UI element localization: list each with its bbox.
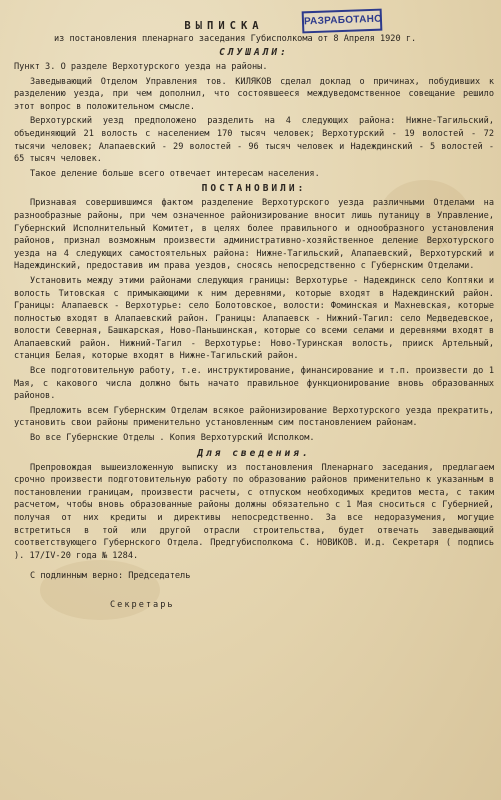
heard-paragraph: Пункт 3. О разделе Верхотурского уезда на районы. [14,62,268,72]
section-heard-title: СЛУШАЛИ: [219,47,289,58]
resolved-paragraph: Все подготовительную работу, т.е. инструктирование, финансирование и т.п. произвести до 1 Мая, с какового числа должно быть начато правильное функционирование вновь образованных районов. [14,366,494,402]
document-title: ВЫПИСКА [184,20,264,32]
resolved-paragraph: Признавая совершившимся фактом разделение Верхотурского уезда различными Отделами на разнообразные районы, при чем означенное районизирование вносит лишь путаницу в Управление, Губернский Исполнительный Комитет, в целях более правильного и однообразного установления районов, признал возможным произвести административно-хозяйственное деление Верхотурского уезда на 4 следующих самостоятельных района: Нижне-Тагильский, Алапаевский, Верхотурский и Надеждинский, предоставив им права уездов, сносясь непосредственно с Губернским Отделами. [14,198,494,272]
distribution-line: Во все Губернские Отделы . Копия Верхотурский Исполком. [30,433,315,444]
approval-stamp: РАЗРАБОТАНО [302,9,383,34]
heard-paragraph: Верхотурский уезд предположено разделить на 4 следующих района: Нижне-Тагильский, объединяющий 21 волость с населением 170 тысяч человек; Верхотурский - 19 волостей - 72 тысячи человек; Алапаевский - 29 волостей - 96 тысяч человек и Надеждинский - 5 волостей - 65 тысяч человек. [14,116,494,165]
heard-paragraph: Заведывающий Отделом Управления тов. КИЛЯКОВ сделал доклад о причинах, побудивших к разделению уезда, при чем дополнил, что состоявшееся междуведомственное совещание решило этот вопрос в положительном смысле. [14,76,494,112]
section-resolved-title: ПОСТАНОВИЛИ: [201,183,307,195]
info-paragraph: Препровождая вышеизложенную выписку из постановления Пленарнаго заседания, предлагаем срочно произвести подготовительную работу по образованию районов применительно к указанным в постановлении границам, произвести расчеты, с отпуском необходимых кредитов места, с таким расчетом, чтобы вновь образованные районы должны обязательно с 1 Мая сноситься с Губернией, получая от них кредиты и директивы непосредственно. За все недоразумения, могущие встретиться в той или другой отрасли строительства, будет отвечать заведывающий соответствующего Губернского Отдела. Предгубисполкома С. НОВИКОВ. И.д. Секретаря ( подпись ). 17/IV-20 года № 1284. [14,462,494,561]
heard-paragraph: Такое деление больше всего отвечает интересам населения. [30,168,320,179]
section-info-title: Для сведения. [197,447,311,459]
resolved-paragraph: Установить между этими районами следующия границы: Верхотурье - Надеждинск село Коптяки и волость Титовская с примыкающими к ним деревнями, которые входят в Надеждинский район. Границы: Алапаевск - Верхотурье: село Болотовское, волости: Фоминская и Махневская, которые полностью входят в Алапаевский район. Границы: Алапаевск - Нижний-Тагил: село Медведевское, волости Северная, Башкарская, Ново-Паньшинская, которые со всеми селами и деревнями входят в Алапаевский район. Нижний-Тагил - Верхотурье: Ново-Туринская волость, прииск Артельный, станция Белая, которые входят в Нижне-Тагильский район. [14,275,494,362]
document-subtitle: из постановления пленарнаго заседания Губисполкома от 8 Апреля 1920 г. [54,34,417,44]
document-body [14,6,494,612]
resolved-paragraph: Предложить всем Губернским Отделам всякое районизирование Верхотурского уезда прекратить, установить свои районы применительно установленным сим постановлением районам. [14,405,494,429]
secretary-line: Секретарь [110,599,175,610]
certified-line: С подлинным верно: Председатель [30,571,191,582]
